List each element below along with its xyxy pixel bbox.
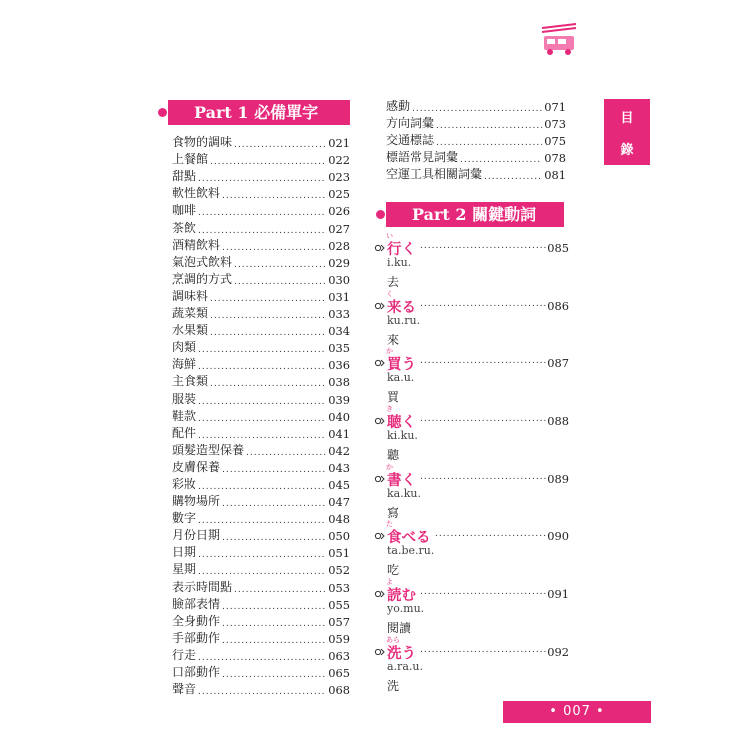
part1-list: [172, 133, 350, 697]
toc-entry-title: 數字: [172, 511, 197, 526]
toc-entry-page: 034: [328, 324, 350, 339]
toc-entry-page: 052: [328, 563, 350, 578]
dot-leader: [222, 617, 326, 629]
toc-entry-title: 交通標誌: [386, 133, 435, 148]
toc-entry-title: 感動: [386, 99, 411, 114]
dot-leader: [198, 548, 326, 560]
verb-romaji: ki.ku.: [387, 429, 418, 443]
dot-leader: [222, 497, 326, 509]
verb-meaning: 寫: [387, 505, 400, 520]
verb-furigana: く: [386, 289, 393, 298]
toc-entry-title: 聲音: [172, 682, 197, 697]
toc-entry[interactable]: [172, 389, 350, 406]
toc-entry-page: 043: [328, 460, 350, 475]
toc-entry-title: 主食類: [172, 374, 209, 389]
toc-entry-title: 口部動作: [172, 665, 221, 679]
toc-entry-page: 051: [328, 546, 350, 561]
toc-entry-page: 040: [328, 409, 350, 424]
dot-leader: [198, 651, 326, 663]
verb-word: 洗う: [387, 645, 416, 662]
toc-entry[interactable]: [172, 612, 350, 629]
part1-title: Part 1 必備單字: [194, 103, 319, 122]
toc-entry[interactable]: [386, 97, 566, 114]
verb-furigana: か: [386, 347, 393, 356]
toc-entry[interactable]: [172, 218, 350, 235]
toc-entry-page: 041: [328, 426, 350, 441]
toc-entry-page: 027: [328, 221, 350, 236]
verb-furigana: あら: [386, 635, 400, 644]
dot-leader: [198, 514, 326, 526]
toc-entry[interactable]: [172, 475, 350, 492]
dot-leader: [210, 377, 326, 389]
toc-entry[interactable]: [172, 441, 350, 458]
dot-leader: [198, 360, 326, 372]
toc-entry-page: 028: [328, 238, 350, 253]
dot-leader: [460, 153, 542, 165]
verb-romaji: ka.ku.: [387, 486, 421, 500]
toc-entry[interactable]: [172, 407, 350, 424]
dot-leader: [198, 565, 326, 577]
toc-entry-page: 071: [544, 100, 566, 115]
toc-entry[interactable]: [172, 184, 350, 201]
dot-leader: [210, 326, 326, 338]
toc-entry-title: 臉部表情: [172, 596, 221, 611]
toc-entry-title: 空運工具相關詞彙: [386, 167, 483, 182]
verb-page: 092: [547, 644, 569, 659]
verb-furigana: い: [386, 232, 393, 240]
toc-entry-title: 方向詞彙: [386, 116, 435, 131]
toc-entry[interactable]: [386, 114, 566, 131]
part2-verb-list: [374, 233, 569, 695]
verb-word: 書く: [387, 472, 416, 489]
verb-page: 088: [547, 414, 569, 429]
toc-entry-page: 055: [328, 597, 350, 612]
verb-page: 090: [547, 529, 569, 544]
toc-entry-page: 057: [328, 614, 350, 629]
dot-leader: [420, 645, 549, 657]
dot-leader: [222, 600, 326, 612]
verb-romaji: i.ku.: [387, 256, 412, 269]
toc-entry-title: 鞋款: [172, 408, 197, 423]
dot-leader: [210, 292, 326, 304]
toc-entry[interactable]: [172, 629, 350, 646]
toc-entry-title: 頭髮造型保養: [172, 442, 245, 457]
bullet-arrow-icon: [374, 646, 386, 658]
toc-entry-title: 酒精飲料: [172, 237, 221, 252]
toc-entry[interactable]: [172, 167, 350, 184]
toc-entry-title: 軟性飲料: [172, 186, 221, 201]
toc-entry[interactable]: [172, 236, 350, 253]
toc-entry-title: 上餐館: [172, 152, 209, 167]
verb-page: 087: [547, 356, 569, 371]
dot-leader: [412, 102, 542, 114]
toc-entry-page: 047: [328, 495, 350, 510]
verb-entry[interactable]: [374, 579, 569, 637]
verb-page: 091: [547, 587, 569, 602]
dot-leader: [222, 463, 326, 475]
bullet-arrow-icon: [374, 473, 386, 485]
toc-entry[interactable]: [172, 577, 350, 594]
toc-entry-title: 月份日期: [172, 528, 221, 543]
dot-leader: [420, 299, 549, 311]
dot-leader: [222, 241, 326, 253]
verb-furigana: た: [386, 520, 393, 529]
verb-furigana: き: [386, 405, 393, 414]
toc-entry[interactable]: [172, 253, 350, 270]
verb-furigana: よ: [386, 578, 393, 587]
toc-entry[interactable]: [172, 543, 350, 560]
toc-entry[interactable]: [386, 165, 566, 182]
verb-page: 089: [547, 471, 569, 486]
verb-word: 聴く: [387, 415, 416, 432]
toc-entry[interactable]: [172, 338, 350, 355]
dot-leader: [198, 206, 326, 218]
toc-entry[interactable]: [172, 372, 350, 389]
dot-leader: [222, 531, 326, 543]
toc-entry-page: 033: [328, 307, 350, 322]
toc-entry-title: 手部動作: [172, 630, 221, 645]
toc-entry[interactable]: [172, 663, 350, 680]
verb-romaji: a.ra.u.: [387, 659, 423, 673]
bullet-arrow-icon: [374, 300, 386, 312]
toc-entry-title: 皮膚保養: [172, 459, 221, 474]
verb-entry[interactable]: [374, 233, 569, 291]
toc-entry-title: 烹調的方式: [172, 271, 233, 286]
bullet-arrow-icon: [374, 415, 386, 427]
toc-entry-page: 081: [544, 168, 566, 183]
toc-entry[interactable]: [172, 304, 350, 321]
verb-page: 085: [547, 241, 569, 255]
dot-leader: [222, 189, 326, 201]
toc-entry-title: 全身動作: [172, 613, 221, 628]
toc-entry-page: 063: [328, 648, 350, 663]
verb-word: 読む: [387, 588, 416, 605]
dot-leader: [222, 668, 326, 680]
dot-leader: [210, 309, 326, 321]
dot-leader: [222, 634, 326, 646]
toc-entry-page: 073: [544, 117, 566, 132]
toc-entry-page: 029: [328, 255, 350, 270]
toc-entry-title: 購物場所: [172, 494, 221, 509]
dot-leader: [198, 224, 326, 236]
toc-entry-title: 茶飲: [172, 220, 197, 235]
dot-leader: [234, 275, 326, 287]
toc-entry-page: 039: [328, 392, 350, 407]
toc-entry[interactable]: [172, 646, 350, 663]
verb-meaning: 吃: [387, 563, 400, 578]
dot-leader: [234, 258, 326, 270]
bullet-arrow-icon: [374, 357, 386, 369]
toc-entry-page: 026: [328, 204, 350, 219]
verb-romaji: ka.u.: [387, 371, 415, 385]
toc-entry-page: 031: [328, 289, 350, 304]
toc-entry-page: 042: [328, 443, 350, 458]
truck-icon: [536, 22, 580, 58]
bullet-dot-icon: [376, 210, 385, 219]
toc-entry[interactable]: [172, 458, 350, 475]
contents-side-tab: [604, 99, 650, 165]
toc-entry-title: 彩妝: [172, 476, 197, 491]
verb-meaning: 去: [387, 275, 400, 289]
toc-entry[interactable]: [172, 560, 350, 577]
toc-entry-title: 甜點: [172, 169, 197, 184]
bullet-arrow-icon: [374, 242, 386, 254]
toc-entry[interactable]: [172, 355, 350, 372]
toc-entry-title: 調味料: [172, 288, 209, 303]
toc-entry-page: 065: [328, 666, 350, 680]
toc-entry[interactable]: [172, 509, 350, 526]
toc-entry-title: 行走: [172, 647, 197, 662]
verb-word: 買う: [387, 357, 416, 374]
toc-entry[interactable]: [172, 424, 350, 441]
toc-entry[interactable]: [172, 287, 350, 304]
toc-entry-page: 021: [328, 136, 350, 151]
toc-entry[interactable]: [172, 526, 350, 543]
verb-entry[interactable]: [374, 348, 569, 406]
toc-entry-page: 059: [328, 631, 350, 646]
toc-entry-title: 配件: [172, 425, 197, 440]
part2-header: [386, 202, 564, 227]
verb-entry[interactable]: [374, 291, 569, 349]
dot-leader: [420, 356, 549, 368]
toc-entry[interactable]: [172, 321, 350, 338]
verb-word: 行く: [387, 242, 416, 258]
toc-entry-title: 蔬菜類: [172, 306, 209, 321]
verb-meaning: 聽: [387, 448, 400, 463]
toc-entry[interactable]: [172, 680, 350, 697]
toc-entry[interactable]: [172, 270, 350, 287]
verb-page: 086: [547, 298, 569, 313]
toc-entry-page: 053: [328, 580, 350, 595]
verb-romaji: ta.be.ru.: [387, 544, 435, 558]
toc-entry[interactable]: [172, 150, 350, 167]
dot-leader: [234, 138, 326, 150]
toc-entry-title: 表示時間點: [172, 579, 233, 594]
toc-entry-title: 服裝: [172, 391, 197, 406]
verb-entry[interactable]: [374, 406, 569, 464]
toc-entry[interactable]: [172, 133, 350, 150]
toc-entry-page: 075: [544, 134, 566, 149]
toc-entry-page: 068: [328, 683, 350, 698]
verb-meaning: 來: [387, 332, 400, 347]
verb-meaning: 洗: [387, 678, 400, 693]
verb-romaji: yo.mu.: [387, 602, 425, 616]
dot-leader: [198, 685, 326, 697]
toc-entry-page: 022: [328, 153, 350, 168]
part2-title: Part 2 關鍵動詞: [412, 205, 537, 224]
dot-leader: [210, 155, 326, 167]
toc-entry-page: 048: [328, 512, 350, 527]
toc-entry-title: 咖啡: [172, 203, 197, 218]
toc-entry[interactable]: [172, 595, 350, 612]
dot-leader: [198, 480, 326, 492]
verb-word: 食べる: [387, 530, 431, 547]
verb-entry[interactable]: [374, 637, 569, 695]
toc-entry-page: 078: [544, 151, 566, 166]
dot-leader: [234, 583, 326, 595]
verb-word: 来る: [387, 299, 416, 316]
dot-leader: [436, 136, 542, 148]
toc-entry-title: 水果類: [172, 323, 209, 338]
toc-entry-title: 肉類: [172, 340, 197, 355]
dot-leader: [198, 429, 326, 441]
toc-entry-title: 食物的調味: [172, 135, 233, 150]
toc-entry-page: 030: [328, 272, 350, 287]
toc-entry-page: 050: [328, 529, 350, 544]
toc-entry-title: 標語常見詞彙: [386, 150, 459, 165]
verb-furigana: か: [386, 462, 393, 471]
toc-entry[interactable]: [172, 492, 350, 509]
part1-header: [168, 100, 350, 125]
toc-entry-title: 氣泡式飲料: [172, 254, 233, 269]
dot-leader: [420, 414, 549, 426]
dot-leader: [420, 587, 549, 599]
toc-entry-page: 023: [328, 170, 350, 185]
side-tab-char-2: 錄: [620, 143, 634, 158]
toc-entry-title: 日期: [172, 545, 197, 560]
dot-leader: [420, 472, 549, 484]
toc-entry-title: 星期: [172, 562, 197, 577]
toc-entry-page: 025: [328, 187, 350, 202]
bullet-arrow-icon: [374, 588, 386, 600]
toc-entry-page: 035: [328, 341, 350, 356]
dot-leader: [246, 446, 326, 458]
bullet-dot-icon: [158, 108, 167, 117]
dot-leader: [198, 395, 326, 407]
toc-entry[interactable]: [172, 201, 350, 218]
part1-list-continued: [386, 97, 566, 182]
verb-entry[interactable]: [374, 464, 569, 522]
dot-leader: [436, 119, 542, 131]
toc-entry-page: 038: [328, 375, 350, 390]
toc-entry-title: 海鮮: [172, 357, 197, 372]
toc-entry-page: 045: [328, 477, 350, 492]
bullet-arrow-icon: [374, 530, 386, 542]
dot-leader: [484, 170, 542, 182]
dot-leader: [435, 529, 549, 541]
toc-entry[interactable]: [386, 148, 566, 165]
side-tab-char-1: 目: [620, 111, 634, 126]
verb-entry[interactable]: [374, 521, 569, 579]
verb-romaji: ku.ru.: [387, 313, 421, 327]
verb-meaning: 買: [387, 390, 400, 405]
page-number: • 007 •: [503, 701, 651, 723]
dot-leader: [198, 172, 326, 184]
toc-entry[interactable]: [386, 131, 566, 148]
dot-leader: [198, 343, 326, 355]
toc-entry-page: 036: [328, 358, 350, 373]
dot-leader: [420, 241, 549, 253]
verb-meaning: 閱讀: [387, 621, 412, 636]
dot-leader: [198, 412, 326, 424]
